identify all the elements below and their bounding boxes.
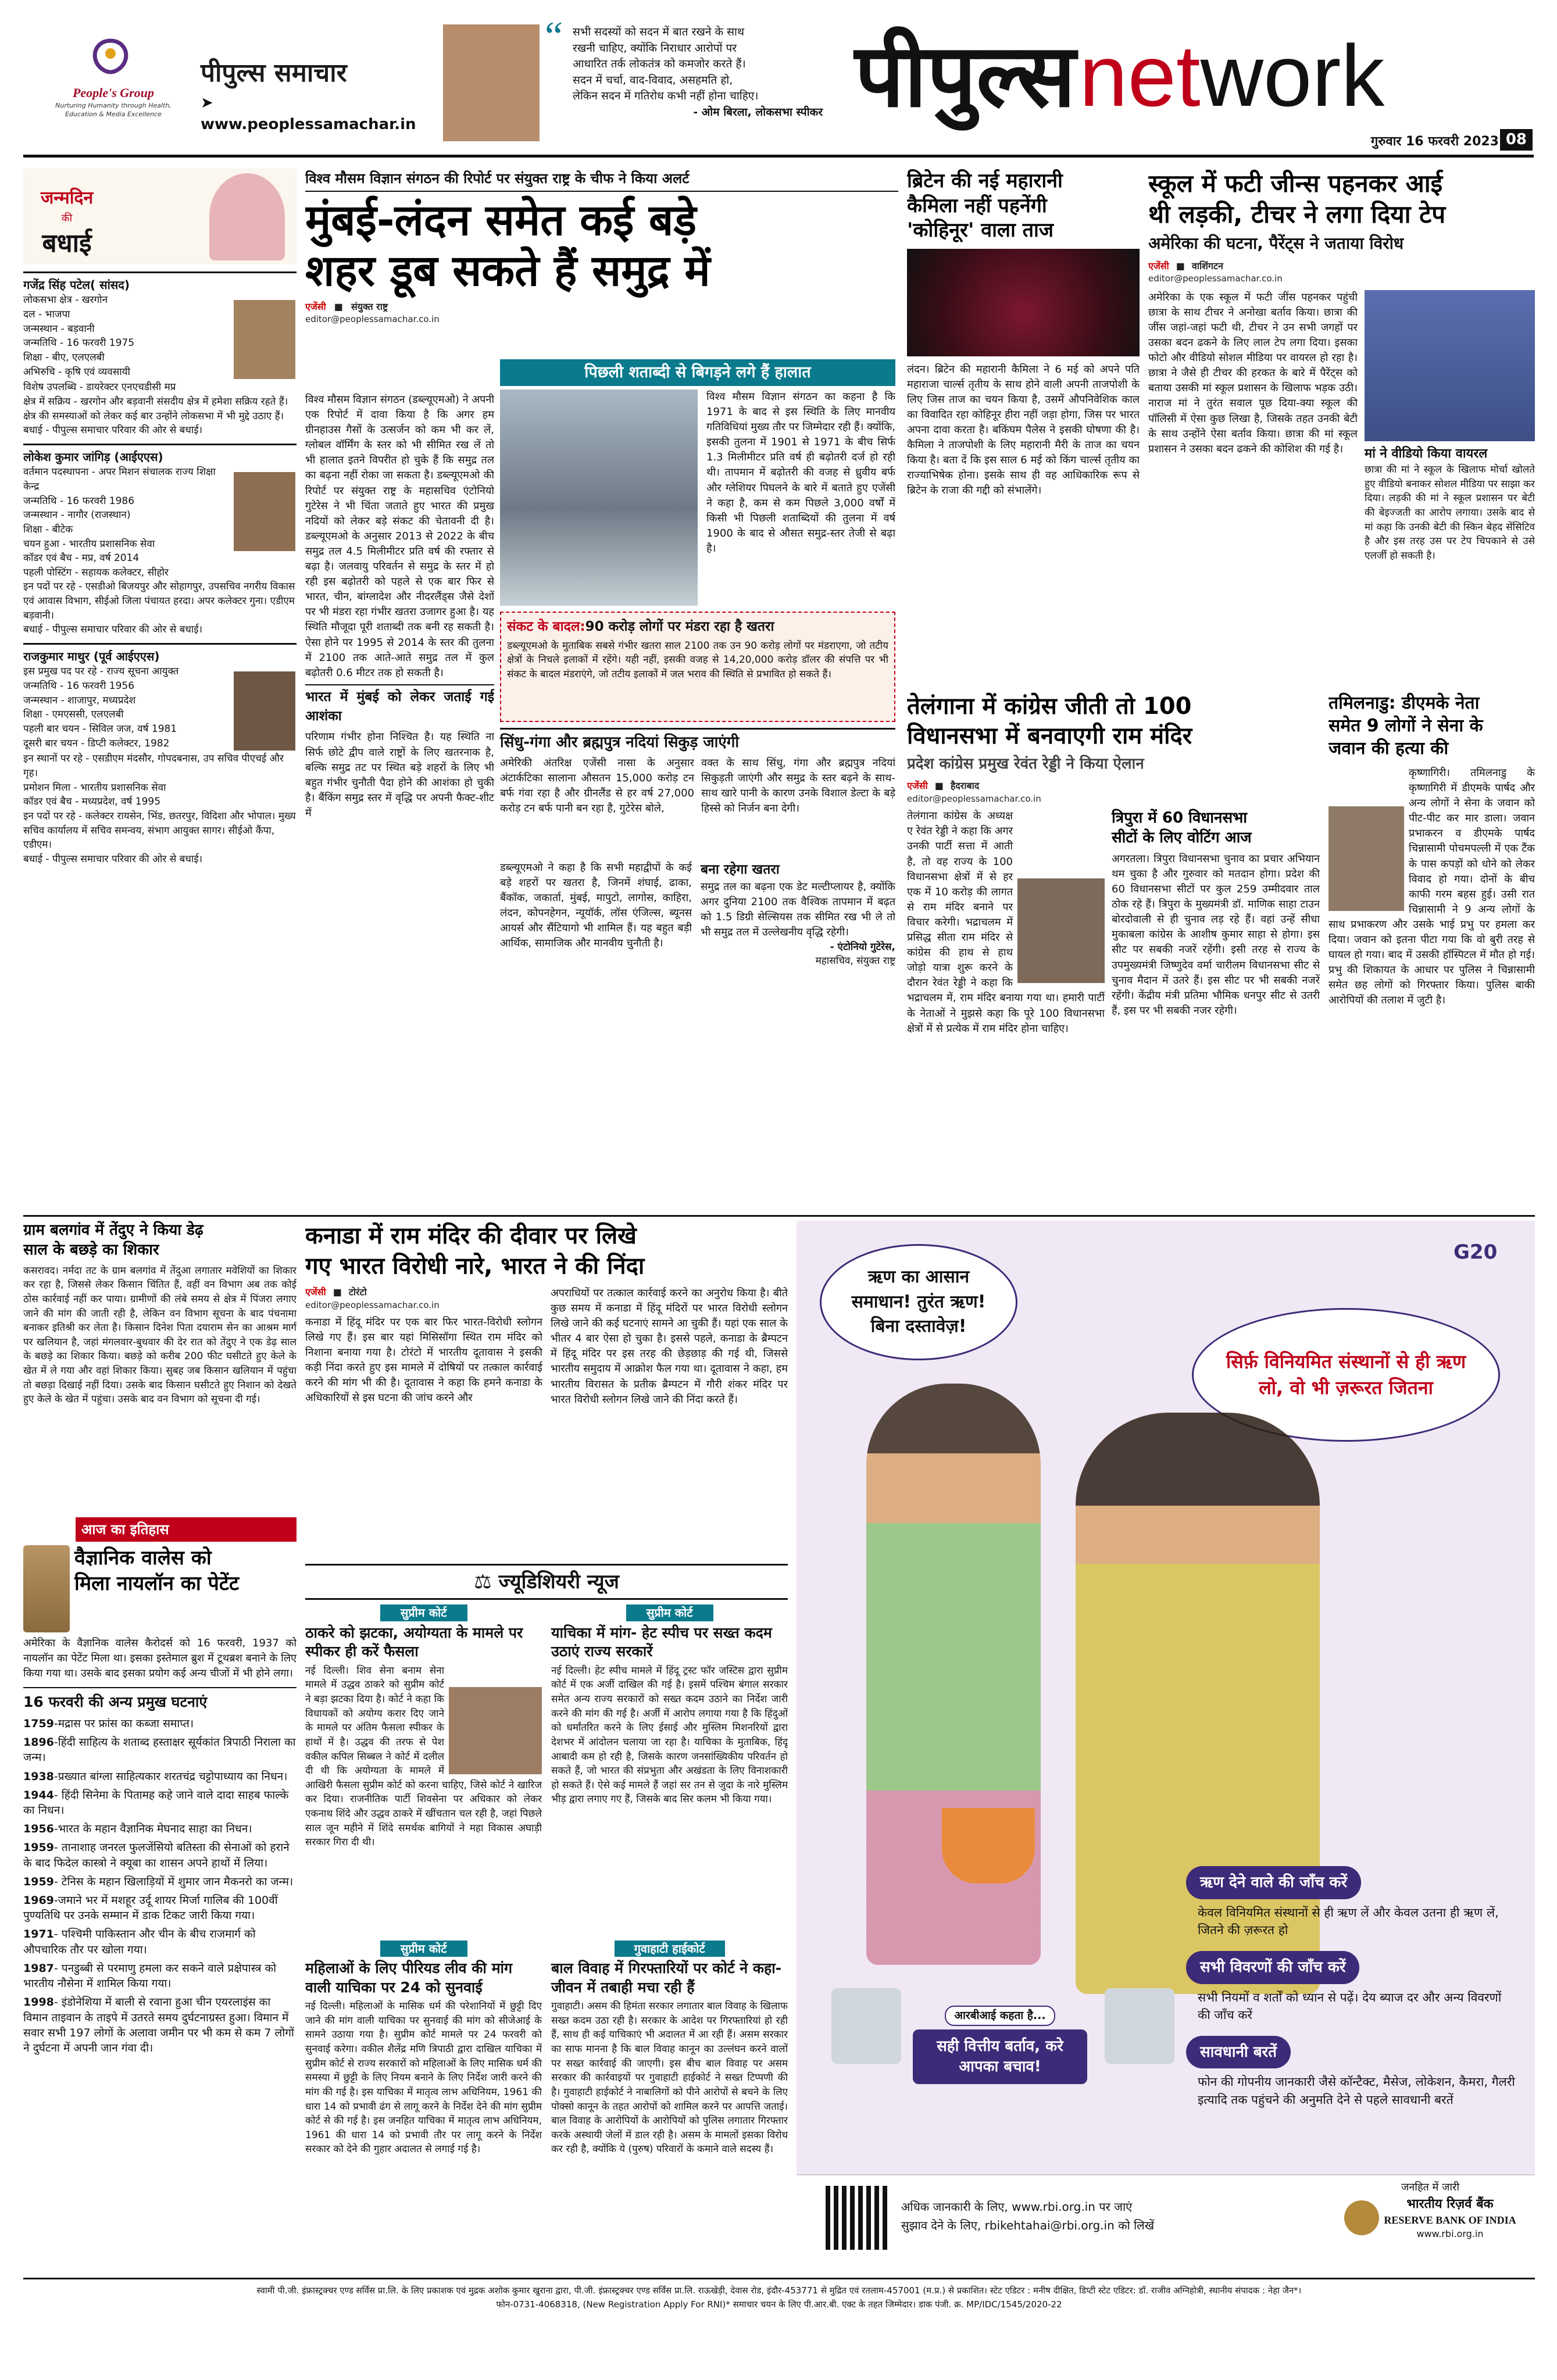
group-logo-icon bbox=[87, 36, 134, 77]
rivers-box: सिंधु-गंगा और ब्रह्मपुत्र नदियां सिकुड़ जाएंगी अमेरिकी अंतरिक्ष एजेंसी नासा के अनुसार अंटार्कटिका सालाना औसतन 15,000 करोड़ टन बर्फ गंवा रहा है और ग्रीनलैंड से हर वर्ष 27,000 करोड़ टन बर्फ पानी बन रहा है, गुटेरेस बोले, वक्त के साथ सिंधु, गंगा और ब्रह्मपुत्र नदियां सिकुड़ती जाएंगी और समुद्र के स्तर बढ़ने के साथ-साथ खारे पानी के कारण उनके विशाल डेल्टा के बड़े हिस्से को निर्जन बना देगी। bbox=[500, 728, 895, 816]
ad-section-1: ऋण देने वाले की जाँच करें केवल विनियमित संस्थानों से ही ऋण लें और केवल उतना ही ऋण लें, जितने की ज़रूरत हो bbox=[1186, 1866, 1517, 1939]
ad-contact: अधिक जानकारी के लिए, www.rbi.org.in पर जाएं सुझाव देने के लिए, rbikehtahai@rbi.org.in को लिखें bbox=[901, 2200, 1155, 2232]
history-events bbox=[23, 1716, 297, 2056]
list-item: 1959- तानाशाह जनरल फुलजेंसियो बतिस्ता की सेनाओं को हराने के बाद फिदेल कास्त्रो ने क्यूबा का शासन अपने हाथों में लिया। bbox=[23, 1841, 290, 1870]
list-item: 1896-हिंदी साहित्य के शताब्द हस्ताक्षर सूर्यकांत त्रिपाठी निराला का जन्म। bbox=[23, 1736, 296, 1764]
judiciary-section bbox=[305, 1564, 788, 2270]
canada-byline: एजेंसी ■ टोरंटो bbox=[305, 1287, 367, 1298]
network-title bbox=[855, 23, 1535, 145]
quote-text: सभी सदस्यों को सदन में बात रखने के साथ रखनी चाहिए, क्योंकि निराधार आरोपों पर आधारित तर्क लोकतंत्र को कमजोर करते हैं। सदन में चर्चा, वाद-विवाद, असहमति हो, लेकिन सदन में गतिरोध कभी नहीं होना चाहिए। - ओम बिरला, लोकसभा स्पीकर bbox=[549, 24, 823, 120]
person-photo bbox=[233, 670, 297, 752]
canada-story bbox=[305, 1221, 788, 1558]
judiciary-banner: ⚖ ज्यूडिशियरी न्यूज bbox=[305, 1564, 788, 1600]
laundry-basket-icon bbox=[942, 1808, 1035, 1884]
speech-bubble-1: ऋण का आसान समाधान! तुरंत ऋण! बिना दस्तावेज़! bbox=[820, 1244, 1017, 1360]
paper-brand bbox=[201, 55, 433, 134]
lead-email[interactable]: editor@peoplessamachar.co.in bbox=[305, 314, 440, 325]
gavel-icon: ⚖ bbox=[474, 1570, 499, 1593]
birthday-heading: जन्मदिन की बधाई bbox=[41, 188, 94, 259]
jeans-subhead: अमेरिका की घटना, पैरेंट्स ने जताया विरोध bbox=[1148, 234, 1404, 253]
telangana-byline: एजेंसी ■ हैदराबाद bbox=[907, 780, 980, 792]
canada-body-2: अपराधियों पर तत्काल कार्रवाई करने का अनुरोध किया है। बीते कुछ समय में कनाडा में हिंदू मंदिरों पर भारत विरोधी स्लोगन लिखे जाने की कई घटनाएं सामने आ चुकी हैं। यहां एक साल के भीतर 4 बार ऐसा हो चुका है। इससे पहले, कनाडा के ब्रैम्पटन में हिंदू मंदिर पर इस तरह की छेड़छाड़ की गई थी, जिससे भारतीय समुदाय में आक्रोश फैल गया था। दूतावास ने कहा, हम भारतीय विरासत के प्रतीक ब्रैम्पटन में गौरी शंकर मंदिर पर भारत विरोधी स्लोगन लिखे जाने की निंदा करते हैं। bbox=[551, 1287, 788, 1406]
telangana-body: तेलंगाना कांग्रेस के अध्यक्ष ए रेवंत रेड्डी ने कहा कि अगर उनकी पार्टी सत्ता में आती है, तो वह राज्य के 100 विधानसभा क्षेत्रों में से हर एक में 10 करोड़ की लागत से राम मंदिर बनाने पर विचार करेगी। भद्राचलम में प्रसिद्ध सीता राम मंदिर से कांग्रेस की हाथ से हाथ जोड़ो यात्रा शुरू करने के दौरान रेवंत रेड्डी ने कहा कि भद्राचलम में, राम मंदिर बनाया गया था। हमारी पार्टी के नेताओं ने मुझसे कहा कि पूरे 100 विधानसभा क्षेत्रों में से प्रत्येक में राम मंदिर होना चाहिए। bbox=[907, 810, 1105, 1035]
judiciary-item-2: सुप्रीम कोर्ट याचिका में मांग- हेट स्पीच पर सख्त कदम उठाएं राज्य सरकारें नई दिल्ली। हेट स्पीच मामले में हिंदू ट्रस्ट फॉर जस्टिस द्वारा सुप्रीम कोर्ट में एक अर्जी दाखिल की गई है। इसमें पश्चिम बंगाल सरकार समेत अन्य राज्य सरकारों को सख्त कदम उठाने का निर्देश जारी करने की मांग की गई है। अर्जी में आरोप लगाया गया है कि हिंदुओं को धर्मांतरित करने के लिए ईसाई और मुस्लिम मिशनरियों द्वारा देशभर में आंदोलन चलाया जा रहा है। याचिका के मुताबिक, हिंदू आबादी कम हो रही है, जिसके कारण जनसांख्यिकीय परिवर्तन हो सकते हैं, जो भारत की संप्रभुता और अखंडता के लिए विनाशकारी हो सकते हैं। ऐसे कई मामले हैं जहां सर तन से जुदा के नारे मुस्लिम भीड़ द्वारा लगाए गए हैं, जिसके बाद सिर कलम भी किया गया। bbox=[551, 1606, 788, 1806]
list-item: 1956-भारत के महान वैज्ञानिक मेघनाद साहा का निधन। bbox=[23, 1822, 252, 1836]
list-item: 1959- टेनिस के महान खिलाड़ियों में शुमार जान मैकनरो का जन्म। bbox=[23, 1875, 294, 1888]
lead-body-left: विश्व मौसम विज्ञान संगठन (डब्ल्यूएमओ) ने अपनी एक रिपोर्ट में दावा किया है कि अगर हम ग्रीनहाउस गैसों के उत्सर्जन को कम भी कर लें, ग्लोबल वॉर्मिंग के स्तर को भी सीमित रख लें तो भी हालात इतने विपरीत हो चुके हैं कि समुद्र तल का बढ़ना नहीं रोका जा सकता है। डब्ल्यूएमओ की रिपोर्ट पर संयुक्त राष्ट्र के महासचिव एंटोनियो गुटेरेस ने भी चिंता जताते हुए भारत की प्रमुख नदियों को लेकर बड़े संकट की चेतावनी दी है। डब्ल्यूएमओ के अनुसार 2013 से 2022 के बीच समुद्र तल 4.5 मिलीमीटर प्रति वर्ष की रफ्तार से बढ़ा है। जलवायु परिवर्तन से समुद्र के स्तर में हो रही इस बढ़ोतरी को पहले से एक बार फिर से भारत, चीन, बांग्लादेश और नीदरलैंड्स जैसे देशों पर भी मंडरा रहा गंभीर खतरा उजागर हुआ है। यह स्थिति मौजूदा पूरी शताब्दी तक बनी रह सकती है। ऐसा होने पर 1995 से 2014 के स्तर की तुलना में 2100 तक आते-आते समुद्र तल में कुल बढ़ोतरी 0.6 मीटर तक हो सकती है। भारत में मुंबई को लेकर जताई गई आशंका परिणाम गंभीर होना निश्चित है। यह स्थिति ना सिर्फ छोटे द्वीप वाले राष्ट्रों के लिए खतरनाक है, बल्कि समुद्र तट पर स्थित बड़े शहरों के लिए भी बहुत गंभीर चुनौती पैदा होने की आशंका हो चुकी है। बैंकिंग समुद्र स्तर में वृद्धि पर अपनी फैक्ट-शीट में bbox=[305, 394, 494, 819]
list-item: 1944- हिंदी सिनेमा के पितामह कहे जाने वाले दादा साहब फाल्के का निधन। bbox=[23, 1788, 289, 1817]
history-box bbox=[23, 1517, 297, 2270]
lead-headline: मुंबई-लंदन समेत कई बड़े शहर डूब सकते हैं समुद्र में bbox=[305, 195, 710, 296]
danger-box: बना रहेगा खतरा समुद्र तल का बढ़ना एक डेट मल्टीप्लायर है, क्योंकि अगर दुनिया 2100 तक वैश्विक तापमान में बढ़त को 1.5 डिग्री सेल्सियस तक सीमित रख भी ले तो भी समुद्र तल में उल्लेखनीय वृद्धि रहेगी। - एंटोनियो गुटेरेस, महासचिव, संयुक्त राष्ट्र bbox=[701, 862, 895, 967]
judiciary-right-col bbox=[551, 1604, 788, 2270]
quote-author: - ओम बिरला, लोकसभा स्पीकर bbox=[693, 105, 823, 119]
globe-icon: ➤ bbox=[201, 94, 213, 112]
person-name: गजेंद्र सिंह पटेल( सांसद) bbox=[23, 278, 130, 292]
jeans-caption: छात्रा की मां ने स्कूल के खिलाफ मोर्चा खोलते हुए वीडियो बनाकर सोशल मीडिया पर साझा कर दिया। लड़की की मां ने स्कूल प्रशासन पर बेटी की बेइज्जती का आरोप लगाया। उसके बाद से मां कहा कि उनकी बेटी की स्किन बेहद सेंसिटिव है और इस तरह उस पर टेप चिपकाने से उसे एलर्जी हो सकती है। bbox=[1365, 464, 1535, 562]
lead-body-right: विश्व मौसम विज्ञान संगठन का कहना है कि 1971 के बाद से इस स्थिति के लिए मानवीय गतिविधियां मुख्य तौर पर जिम्मेदार रही हैं। क्योंकि, इसकी तुलना में 1901 से 1971 के बीच सिर्फ 1.3 मिलीमीटर प्रति वर्ष ही बढ़ोतरी दर्ज हो रही थी। तापमान में बढ़ोतरी की वजह से ध्रुवीय बर्फ और ग्लेशियर पिघलने के बारे में बताते हुए एजेंसी ने कहा है, कम से कम पिछले 3,000 वर्षों में किसी भी पिछली शताब्दियों की तुलना में वर्ष 1900 के बाद से औसत समुद्र-स्तर तेजी से बढ़ा है। bbox=[706, 391, 895, 555]
jeans-headline: स्कूल में फटी जीन्स पहनकर आई थी लड़की, टीचर ने लगा दिया टेप bbox=[1148, 169, 1446, 228]
ad-section-2: सभी विवरणों की जाँच करें सभी नियमों व शर्तों को ध्यान से पढ़ें। देय ब्याज दर और अन्य विवरणों की जाँच करें bbox=[1186, 1951, 1517, 2024]
rbi-badge: आरबीआई कहता है... सही वित्तीय बर्ताव, करे आपका बचाव! bbox=[913, 2006, 1087, 2084]
britain-body: लंदन। ब्रिटेन की महारानी कैमिला ने 6 मई को अपने पति महाराजा चार्ल्स तृतीय के साथ होने वाली अपनी ताजपोशी के लिए जिस ताज का चयन किया है, उसमें औपनिवेशिक काल का विवादित रहा कोहिनूर हीरा नहीं जड़ा होगा, जिस पर भारत अपना दावा करता है। बकिंघम पैलेस ने इसकी घोषणा की है। कैमिला ने ताजपोशी के लिए महारानी मैरी के ताज का चयन किया है। बता दें कि इस साल 6 मई को किंग चार्ल्स तृतीय का राज्याभिषेक होना। इसके साथ ही वह आधिकारिक रूप से ब्रिटेन के राजा की गद्दी को संभालेंगे। bbox=[907, 363, 1140, 497]
network-title-net: net bbox=[1079, 27, 1201, 124]
rbi-issuer: जनहित में जारी भारतीय रिज़र्व बैंक RESERVE BANK OF INDIA www.rbi.org.in bbox=[1337, 2180, 1523, 2241]
gateway-of-india-photo bbox=[500, 389, 698, 606]
uddhav-photo bbox=[449, 1687, 542, 1774]
page-number: 08 bbox=[1500, 129, 1533, 151]
tamilnadu-body: कृष्णागिरी। तमिलनाडु के कृष्णागिरी में डीएमके पार्षद और अन्य लोगों ने सेना के जवान को पीट-पीट कर मार डाला। जवान प्रभाकरन व डीएमके पार्षद चिन्नासामी पोचमपल्ली में एक टैंक के पास कपड़ों को धोने को लेकर विवाद हो गया। दोनों के बीच काफी गरम बहस हुई। उसी रात चिन्नासामी ने 9 अन्य लोगों के साथ प्रभाकरण और उसके भाई प्रभु पर हमला कर दिया। जवान को इतना पीटा गया कि वो बुरी तरह से घायल हो गया। बाद में उसकी हॉस्पिटल में मौत हो गई। प्रभु की शिकायत के आधार पर पुलिस ने चिन्नासामी समेत छह लोगों को गिरफ्तार किया। पुलिस बाकी आरोपियों की तलाश में जुटी है। bbox=[1329, 767, 1535, 1007]
tripura-body: अगरतला। त्रिपुरा विधानसभा चुनाव का प्रचार अभियान थम चुका है और गुरुवार को मतदान होगा। प्रदेश की 60 विधानसभा सीटों पर कुल 259 उम्मीदवार ताल ठोक रहे हैं। त्रिपुरा के मुख्यमंत्री डॉ. माणिक साहा टाउन बोरदोवाली से ही चुनाव लड़ रहे हैं। वहां उन्हें सीधा मुकाबला कांग्रेस के आशीष कुमार साहा से होगा। इस सीट पर सबकी नजरें रहेंगी। इसी तरह से राज्य के उपमुख्यमंत्री जिष्णुदेव वर्मा चारीलम विधानसभा सीट से चुनाव मैदान में उतरे हैं। इस सीट पर भी सबकी नजरें रहेंगी। केंद्रीय मंत्री प्रतिमा भौमिक धनपुर सीट से उतरी हैं, इस पर भी सबकी नजर रहेगी। bbox=[1112, 852, 1320, 1017]
britain-headline: ब्रिटेन की नई महारानी कैमिला नहीं पहनेंगी 'कोहिनूर' वाला ताज bbox=[907, 169, 1063, 242]
hourglass-icon bbox=[23, 1545, 70, 1632]
speaker-photo bbox=[442, 23, 541, 142]
issue-date: गुरुवार 16 फरवरी 2023 bbox=[1370, 134, 1499, 149]
judiciary-item-4: गुवाहाटी हाईकोर्ट बाल विवाह में गिरफ्तारियों पर कोर्ट ने कहा- जीवन में तबाही मचा रही हैं गुवाहाटी। असम की हिमंता सरकार लगातार बाल विवाह के खिलाफ सख्त कदम उठा रही है। सरकार के आदेश पर गिरफ्तारियां हो रही हैं, साथ ही कई याचिकाएं भी अदालत में आ रही हैं। असम सरकार का साफ मानना है कि बाल विवाह कानून का उल्लंघन करने वालों पर सख्त कार्रवाई की जाएगी। इस बीच बाल विवाह पर असम सरकार की कार्रवाइयों पर गुवाहाटी हाईकोर्ट ने सख्त टिप्पणी की है। गुवाहाटी हाईकोर्ट ने नाबालिगों को पीने आरोपों से बचने के लिए पोक्सो कानून के तहत आरोपों को शामिल करने पर आपत्ति जताई। बाल विवाह के आरोपियों के आरोपियों को पुलिस लगातार गिरफ्तार करके अस्थायी जेलों में डाल रही है। असम के मामलों इसका विरोध कर रही है, क्योंकि ये (पुरुष) परिवारों के कमाने वाले सदस्य हैं। bbox=[551, 1941, 788, 2156]
masthead-rule bbox=[23, 155, 1534, 158]
birthday-column bbox=[23, 169, 297, 1215]
judiciary-left-col bbox=[305, 1604, 542, 2270]
telangana-subhead: प्रदेश कांग्रेस प्रमुख रेवंत रेड्डी ने किया ऐलान bbox=[907, 755, 1144, 773]
crisis-box: संकट के बादल:90 करोड़ लोगों पर मंडरा रहा है खतरा डब्ल्यूएमओ के मुताबिक सबसे गंभीर खतरा साल 2100 तक उन 90 करोड़ लोगों पर मंडराएगा, जो तटीय क्षेत्रों के निचले इलाकों में रहेंगे। यही नहीं, इसकी वजह से 14,20,000 करोड़ डॉलर की संपत्ति पर भी संकट के बादल मंडराएंगे, जो तटीय इलाकों में जल भराव की स्थिति से प्रभावित हो सकते हैं। bbox=[500, 612, 895, 722]
list-item: 1971- पश्चिमी पाकिस्तान और चीन के बीच राजमार्ग को औपचारिक तौर पर खोला गया। bbox=[23, 1928, 256, 1956]
leopard-story bbox=[23, 1221, 297, 1511]
jeans-body: अमेरिका के एक स्कूल में फटी जींस पहनकर पहुंची छात्रा के साथ टीचर ने अनोखा बर्ताव किया। छात्रा की जींस जहां-जहां फटी थी, टीचर ने उन सभी जगहों पर उसका बदन ढकने के लिए लाल टेप लगा दिया। इसका फोटो और वीडियो सोशल मीडिया पर वायरल हो रहा है। छात्रा ने जैसे ही टीचर की हरकत के बारे में पैरेंट्स को बताया उसकी मां स्कूल प्रशासन के खिलाफ भड़क उठी। नाराज मां ने तुरंत सवाल पूछ दिया-क्या स्कूल की पॉलिसी में ऐसा कुछ लिखा है, जिसके तहत उनकी बेटी के साथ उन्होंने ऐसा बर्ताव किया। छात्रा की मां स्कूल प्रशासन ने उसका बदन ढकने की कोशिश की गई है। bbox=[1148, 291, 1358, 455]
canada-email[interactable]: editor@peoplessamachar.co.in bbox=[305, 1299, 440, 1310]
rbi-seal-icon bbox=[1344, 2200, 1379, 2235]
list-item: 1759-मद्रास पर फ्रांस का कब्जा समाप्त। bbox=[23, 1717, 194, 1730]
paper-name: पीपुल्स समाचार bbox=[201, 58, 347, 88]
quote-mark-icon: “ bbox=[545, 14, 563, 59]
crown-photo bbox=[907, 249, 1140, 356]
lead-byline: एजेंसी ■ संयुक्त राष्ट्र bbox=[305, 301, 388, 312]
person-photo bbox=[233, 299, 297, 380]
network-title-work: work bbox=[1200, 27, 1385, 124]
rbi-advertisement bbox=[797, 1221, 1535, 2270]
currency-mascot-right bbox=[1105, 1988, 1174, 2064]
telangana-email[interactable]: editor@peoplessamachar.co.in bbox=[907, 794, 1041, 804]
peoples-group-logo bbox=[41, 36, 186, 152]
birthday-header bbox=[23, 169, 297, 265]
jeans-byline: एजेंसी ■ वाशिंगटन bbox=[1148, 260, 1223, 271]
lead-strip: पिछली शताब्दी से बिगड़ने लगे हैं हालात bbox=[500, 359, 895, 386]
birthday-person-3: राजकुमार माथुर (पूर्व आईएएस) इस प्रमुख पद पर रहे - राज्य सूचना आयुक्त जन्मतिथि - 16 फरवरी 1956 जन्मस्थान - शाजापुर, मध्यप्रदेश शिक्षा - एमएससी, एलएलबी पहली बार चयन - सिविल जज, वर्ष 1981 दूसरी बार चयन - डिप्टी कलेक्टर, 1982 इन स्थानों पर रहे - एसडीएम मंदसौर, गोपदबनास, उप सचिव पीएचई और गृह। प्रमोशन मिला - भारतीय प्रशासनिक सेवा कॉडर एवं बैच - मध्यप्रदेश, वर्ष 1995 इन पदों पर रहे - कलेक्टर रायसेन, भिंड, छतरपुर, विदिशा और भोपाल। मुख्य सचिव कार्यालय में सचिव समन्वय, संभाग आयुक्त सागर। सीईओ कैंपा, एडीएम। बधाई - पीपुल्स समाचार परिवार की ओर से बधाई। bbox=[23, 643, 297, 867]
history-list-head: 16 फरवरी की अन्य प्रमुख घटनाएं bbox=[23, 1687, 297, 1713]
leopard-headline: ग्राम बलगांव में तेंदुए ने किया डेढ़ साल के बछड़े का शिकार bbox=[23, 1221, 203, 1259]
tripura-story bbox=[1112, 809, 1320, 1181]
canada-headline: कनाडा में राम मंदिर की दीवार पर लिखे गए भारत विरोधी नारे, भारत ने की निंदा bbox=[305, 1223, 645, 1280]
history-tag: आज का इतिहास bbox=[76, 1517, 297, 1542]
lead-story bbox=[305, 169, 898, 1212]
qr-code-icon[interactable] bbox=[826, 2186, 890, 2250]
group-tagline: Nurturing Humanity through Health, Education & Media Excellence bbox=[55, 102, 172, 118]
g20-logo: G20 bbox=[1454, 1241, 1498, 1264]
tripura-headline: त्रिपुरा में 60 विधानसभा सीटों के लिए वोटिंग आज bbox=[1112, 809, 1252, 847]
person-name: राजकुमार माथुर (पूर्व आईएएस) bbox=[23, 649, 160, 664]
birthday-person-2: लोकेश कुमार जांगिड़ (आईएएस) वर्तमान पदस्थापना - अपर मिशन संचालक राज्य शिक्षा केन्द्र जन्मतिथि - 16 फरवरी 1986 जन्मस्थान - नागौर (राजस्थान) शिक्षा - बीटेक चयन हुआ - भारतीय प्रशासनिक सेवा कॉडर एवं बैच - मप्र, वर्ष 2014 पहली पोस्टिंग - सहायक कलेक्टर, सीहोर इन पदों पर रहे - एसडीओ बिजयपुर और सोहागपुर, उपसचिव नगरीय विकास एवं आवास विभाग, सीईओ जिला पंचायत हरदा। अपर कलेक्टर गुना। एडीएम बड़वानी। बधाई - पीपुल्स समाचार परिवार की ओर से बधाई। bbox=[23, 444, 297, 637]
jeans-email[interactable]: editor@peoplessamachar.co.in bbox=[1148, 273, 1283, 284]
currency-mascot-left bbox=[831, 1988, 901, 2064]
section-rule bbox=[23, 1215, 1535, 1217]
network-title-hindi: पीपुल्स bbox=[855, 26, 1076, 127]
judiciary-item-3: सुप्रीम कोर्ट महिलाओं के लिए पीरियड लीव की मांग वाली याचिका पर 24 को सुनवाई नई दिल्ली। महिलाओं के मासिक धर्म की परेशानियों में छुट्टी दिए जाने की मांग वाली याचिका पर सुनवाई की मांग को सीजेआई के सामने उठाया गया है। सुप्रीम कोर्ट मामले पर 24 फरवरी को सुनवाई करेगा। वकील शैलेंद्र मणि त्रिपाठी द्वारा दाखिल याचिका में सुप्रीम कोर्ट से राज्य सरकारों को महिलाओं के लिए मासिक धर्म की समस्या में छुट्टी के लिए नियम बनाने के लिए निर्देश जारी करने की मांग की गई है। इस याचिका में मातृत्व लाभ अधिनियम, 1961 की धारा 14 को प्रभावी ढंग से लागू करने के निर्देश देने की मांग सुप्रीम कोर्ट से की गई है। इस जनहित याचिका में मातृत्व लाभ अधिनियम, 1961 की धारा 14 को प्रभावी तौर पर लागू करने के निर्देश सरकार को देने की गुहार अदालत से लगाई गई है। bbox=[305, 1941, 542, 2156]
jeans-caption-head: मां ने वीडियो किया वायरल bbox=[1365, 446, 1488, 461]
tamilnadu-headline: तमिलनाडु: डीएमके नेता समेत 9 लोगों ने सेना के जवान की हत्या की bbox=[1329, 693, 1483, 759]
website-link[interactable]: ➤ www.peoplessamachar.in bbox=[201, 94, 416, 134]
list-item: 1998- इंडोनेशिया में बाली से रवाना हुआ चीन एयरलाइंस का विमान ताइवान के ताइपे में उतरते समय दुर्घटनाग्रस्त हुआ। विमान में सवार सभी 197 लोगों के अलावा जमीन पर भी कम से कम 7 लोगों ने दुर्घटना में अपनी जान गंवा दी। bbox=[23, 1996, 294, 2055]
birthday-person-1: गजेंद्र सिंह पटेल( सांसद) लोकसभा क्षेत्र - खरगोन दल - भाजपा जन्मस्थान - बड़वानी जन्मतिथि - 16 फरवरी 1975 शिक्षा - बीए, एलएलबी अभिरुचि - कृषि एवं व्यवसायी विशेष उपलब्धि - डायरेक्टर एनएचडीसी मप्र क्षेत्र में सक्रिय - खरगोन और बड़वानी संसदीय क्षेत्र में हमेशा सक्रिय रहते हैं। क्षेत्र की समस्याओं को लेकर कई बार उन्होंने लोकसभा में भी मुद्दे उठाए हैं। बधाई - पीपुल्स समाचार परिवार की ओर से बधाई। bbox=[23, 271, 297, 438]
speech-bubble-2: सिर्फ़ विनियमित संस्थानों से ही ऋण लो, वो भी ज़रूरत जितना bbox=[1192, 1308, 1500, 1442]
history-headline: वैज्ञानिक वालेस को मिला नायलॉन का पेटेंट bbox=[74, 1546, 240, 1596]
lead-kicker: विश्व मौसम विज्ञान संगठन की रिपोर्ट पर संयुक्त राष्ट्र के चीफ ने किया अलर्ट bbox=[305, 169, 898, 192]
footer-rule bbox=[23, 2278, 1535, 2279]
group-name: People's Group bbox=[73, 85, 154, 100]
ad-checklist bbox=[1186, 1866, 1517, 2120]
person-photo bbox=[233, 471, 297, 552]
jeans-story bbox=[1148, 169, 1535, 686]
britain-story bbox=[907, 169, 1140, 686]
ad-section-3: सावधानी बरतें फोन की गोपनीय जानकारी जैसे कॉन्टैक्ट, मैसेज, लोकेशन, कैमरा, गैलरी इत्यादि तक पहुंचने की अनुमति देने से पहले सावधानी बरतें bbox=[1186, 2036, 1517, 2109]
person-name: लोकेश कुमार जांगिड़ (आईएएस) bbox=[23, 449, 163, 464]
quote-box bbox=[545, 14, 823, 146]
tamilnadu-story bbox=[1329, 692, 1535, 1212]
list-item: 1969-जमाने भर में मशहूर उर्दू शायर मिर्जा गालिब की 100वीं पुण्यतिथि पर उनके सम्मान में डाक टिकट जारी किया गया। bbox=[23, 1894, 278, 1922]
prabhakaran-photo bbox=[1329, 806, 1404, 911]
wmo-cities: डब्ल्यूएमओ ने कहा है कि सभी महाद्वीपों के कई बड़े शहरों पर खतरा है, जिनमें शंघाई, ढाका, बैंकॉक, जकार्ता, मुंबई, मापुटो, लागोस, काहिरा, लंदन, कोपनहेगन, न्यूयॉर्क, लॉस एंजिल्स, ब्यूनस आयर्स और सैंटियागो भी शामिल हैं। यह बहुत बड़ी आर्थिक, सामाजिक और मानवीय चुनौती है। bbox=[500, 862, 692, 950]
list-item: 1987- पनडुब्बी से परमाणु हमला कर सकने वाले प्रक्षेपास्त्र को भारतीय नौसेना में शामिल किया गया। bbox=[23, 1961, 276, 1991]
canada-body-1: कनाडा में हिंदू मंदिर पर एक बार फिर भारत-विरोधी स्लोगन लिखे गए हैं। इस बार यहां मिसिसॉगा स्थित राम मंदिर को निशाना बनाया गया है। टोरंटो में भारतीय दूतावास ने इसकी कड़ी निंदा करते हुए इस मामले में दोषियों पर तत्काल कार्रवाई करने की मांग भी की है। दूतावास ने कहा कि हमने कनाडा के अधिकारियों से इस घटना की जांच करने और bbox=[305, 1316, 542, 1405]
torn-jeans-photo bbox=[1365, 290, 1535, 441]
telangana-headline: तेलंगाना में कांग्रेस जीती तो 100 विधानसभा में बनवाएगी राम मंदिर bbox=[907, 693, 1192, 750]
telangana-story bbox=[907, 692, 1320, 1212]
judiciary-item-1: सुप्रीम कोर्ट ठाकरे को झटका, अयोग्यता के मामले पर स्पीकर ही करें फैसला नई दिल्ली। शिव सेना बनाम सेना मामले में उद्धव ठाकरे को सुप्रीम कोर्ट ने बड़ा झटका दिया है। कोर्ट ने कहा कि विधायकों को अयोग्य करार दिए जाने के मामले पर अंतिम फैसला स्पीकर के हाथों में है। उद्धव की तरफ से पेश वकील कपिल सिब्बल ने कोर्ट में दलील दी थी कि अयोग्यता के मामले में आखिरी फैसला सुप्रीम कोर्ट को करना चाहिए, जिसे कोर्ट ने खारिज कर दिया। राजनीतिक पार्टी शिवसेना पर अधिकार को लेकर एकनाथ शिंदे और उद्धव ठाकरे में खींचतान चल रही है, जहां पिछले साल जून महीने में शिंदे समर्थक बागियों ने महा विकास अघाड़ी सरकार गिरा दी थी। bbox=[305, 1606, 542, 1849]
list-item: 1938-प्रख्यात बांग्ला साहित्यकार शरतचंद्र चट्टोपाध्याय का निधन। bbox=[23, 1770, 288, 1783]
flower-bouquet-icon bbox=[209, 173, 285, 260]
leopard-body: कसरावद। नर्मदा तट के ग्राम बलगांव में तेंदुआ लगातार मवेशियों का शिकार कर रहा है, जिससे लेकर किसान चिंतित हैं, वहीं वन विभाग अब तक कोई ठोस कार्रवाई नहीं कर पाया। ग्रामीणों की लंबे समय से क्षेत्र में पिंजरा लगाए जाने की मांग की जाती रही है, लेकिन वन विभाग सूचना के बाद पंचनामा बनाकर इतिश्री कर लेता है। किसान दिनेश पिता दयाराम सेन का आश्रम मार्ग पर खलियान है, जहां मंगलवार-बुधवार की देर रात को तेंदुए ने एक डेढ़ साल के बछड़े का शिकार किया। बछड़े को करीब 200 फीट घसीटते हुए केले के खेत में ले गया और वहां शिकार किया। सुबह जब किसान खलियान में पहुंचा तो बछड़ा दिखाई नहीं दिया। उसके बाद किसान घसीटते हुए निशान को देखते हुए केले के खेत में पहुंचा। उसके बाद वन विभाग को सूचना दी गई। bbox=[23, 1264, 297, 1406]
lead-subhead: भारत में मुंबई को लेकर जताई गई आशंका bbox=[305, 684, 494, 727]
history-body: अमेरिका के वैज्ञानिक वालेस कैरोदर्स को 16 फरवरी, 1937 को नायलॉन का पेटेंट मिला था। इसका इस्तेमाल ब्रुश में टूथब्रश बनाने के लिए किया गया था। उसके बाद इसका प्रयोग कई अन्य चीजों में भी होने लगा। bbox=[23, 1637, 297, 1680]
imprint: स्वामी पी.जी. इंफ्रास्ट्रक्चर एण्ड सर्विस प्रा.लि. के लिए प्रकाशक एवं मुद्रक अशोक कुमार खुराना द्वारा, पी.जी. इंफ्रास्ट्रक्चर एण्ड सर्विस प्रा.लि. राऊखेड़ी, देवास रोड, इंदौर-453771 से मुद्रित एवं रतलाम-457001 (म.प्र.) से प्रकाशित। स्टेट एडिटर : मनीष दीक्षित, डिप्टी स्टेट एडिटर: डॉ. राजीव अग्निहोत्री, स्थानीय संपादक : नेहा जैन*। फोन-0731-4068318, (New Registration Apply For RNI)* समाचार चयन के लिए पी.आर.बी. एक्ट के तहत जिम्मेदार। डाक पंजी. क्र. MP/IDC/1545/2020-22 bbox=[256, 2285, 1302, 2310]
revanth-reddy-photo bbox=[1017, 878, 1105, 983]
